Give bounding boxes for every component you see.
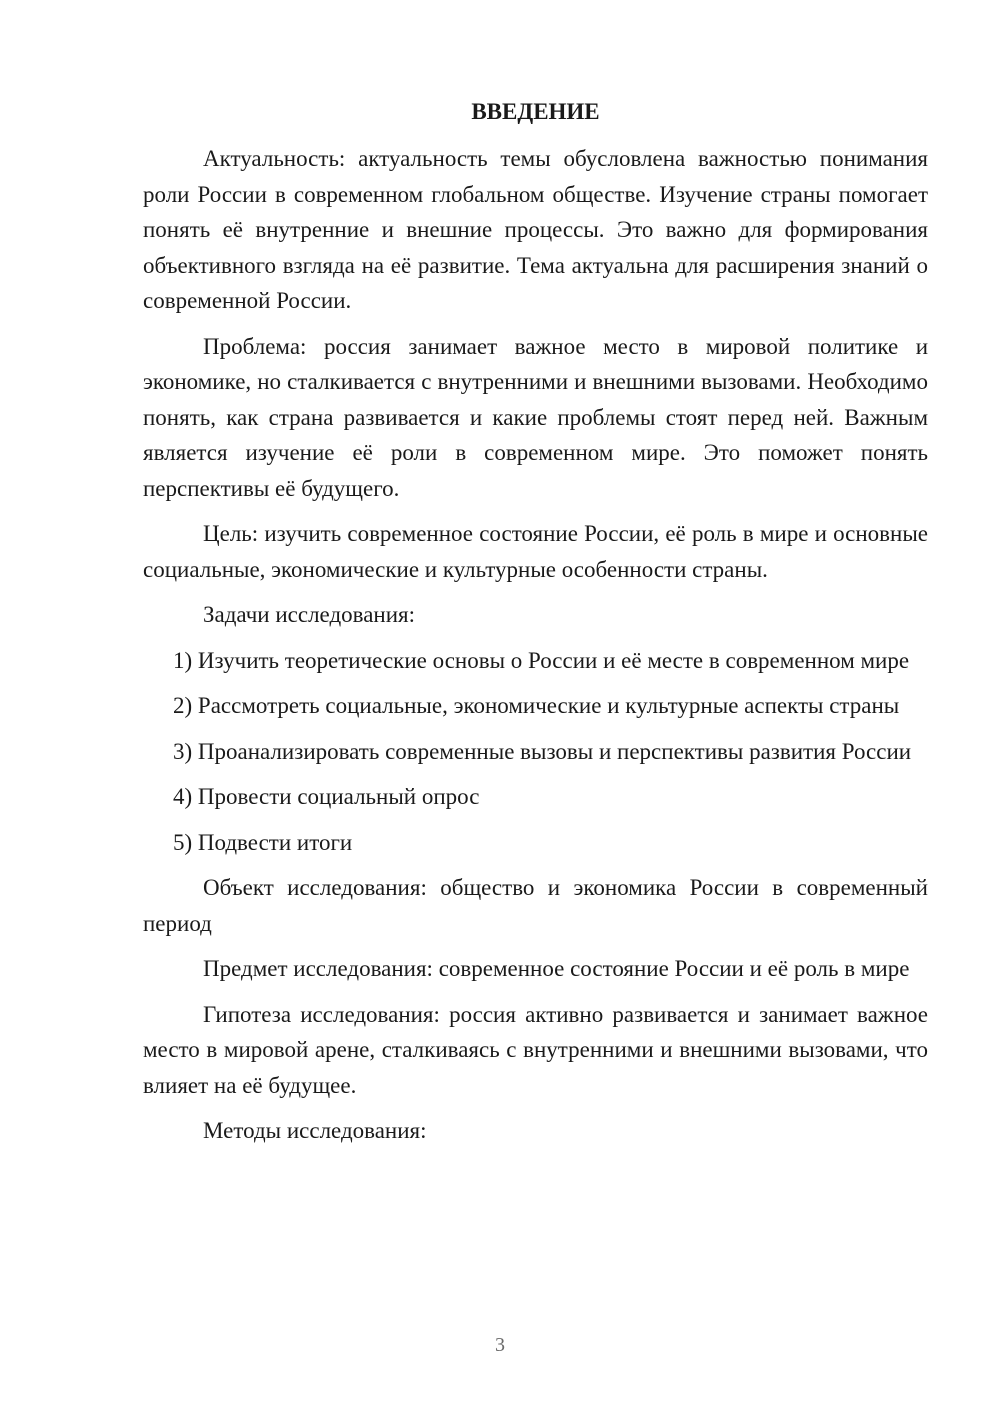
methods-heading: Методы исследования: (203, 1118, 427, 1143)
task-item: 5) Подвести итоги (173, 829, 353, 855)
section-title: ВВЕДЕНИЕ (471, 99, 600, 124)
problem-paragraph: Проблема: россия занимает важное место в мировой политике и экономике, но сталкивается с внутренними и внешними вызовами. Необходимо понять, как страна развивается и какие проблемы стоят перед ней. Важным является изучение её роли в современном мире. Это поможет понять перспективы её будущего. (143, 333, 928, 501)
task-item: 3) Проанализировать современные вызовы и перспективы развития России (173, 738, 912, 764)
task-item: 4) Провести социальный опрос (173, 784, 480, 809)
tasks-heading: Задачи исследования: (203, 602, 416, 627)
page-number: 3 (495, 1334, 505, 1356)
task-item: 1) Изучить теоретические основы о России и её месте в современном мире (173, 647, 910, 673)
relevance-paragraph: Актуальность: актуальность темы обусловлена важностью понимания роли России в современном глобальном обществе. Изучение страны помогает понять её внутренние и внешние процессы. Это важно для формирования объективного взгляда на её развитие. Тема актуальна для расширения знаний о современной России. (143, 146, 928, 313)
goal-paragraph: Цель: изучить современное состояние России, её роль в мире и основные социальные, экономические и культурные особенности страны. (143, 521, 928, 582)
object-paragraph: Объект исследования: общество и экономика России в современный период (143, 875, 928, 936)
task-item: 2) Рассмотреть социальные, экономические и культурные аспекты страны (173, 693, 900, 718)
page-content (143, 94, 928, 1159)
subject-paragraph: Предмет исследования: современное состояние России и её роль в мире (203, 956, 910, 981)
hypothesis-paragraph: Гипотеза исследования: россия активно развивается и занимает важное место в мировой арене, сталкиваясь с внутренними и внешними вызовами, что влияет на её будущее. (143, 1001, 928, 1098)
